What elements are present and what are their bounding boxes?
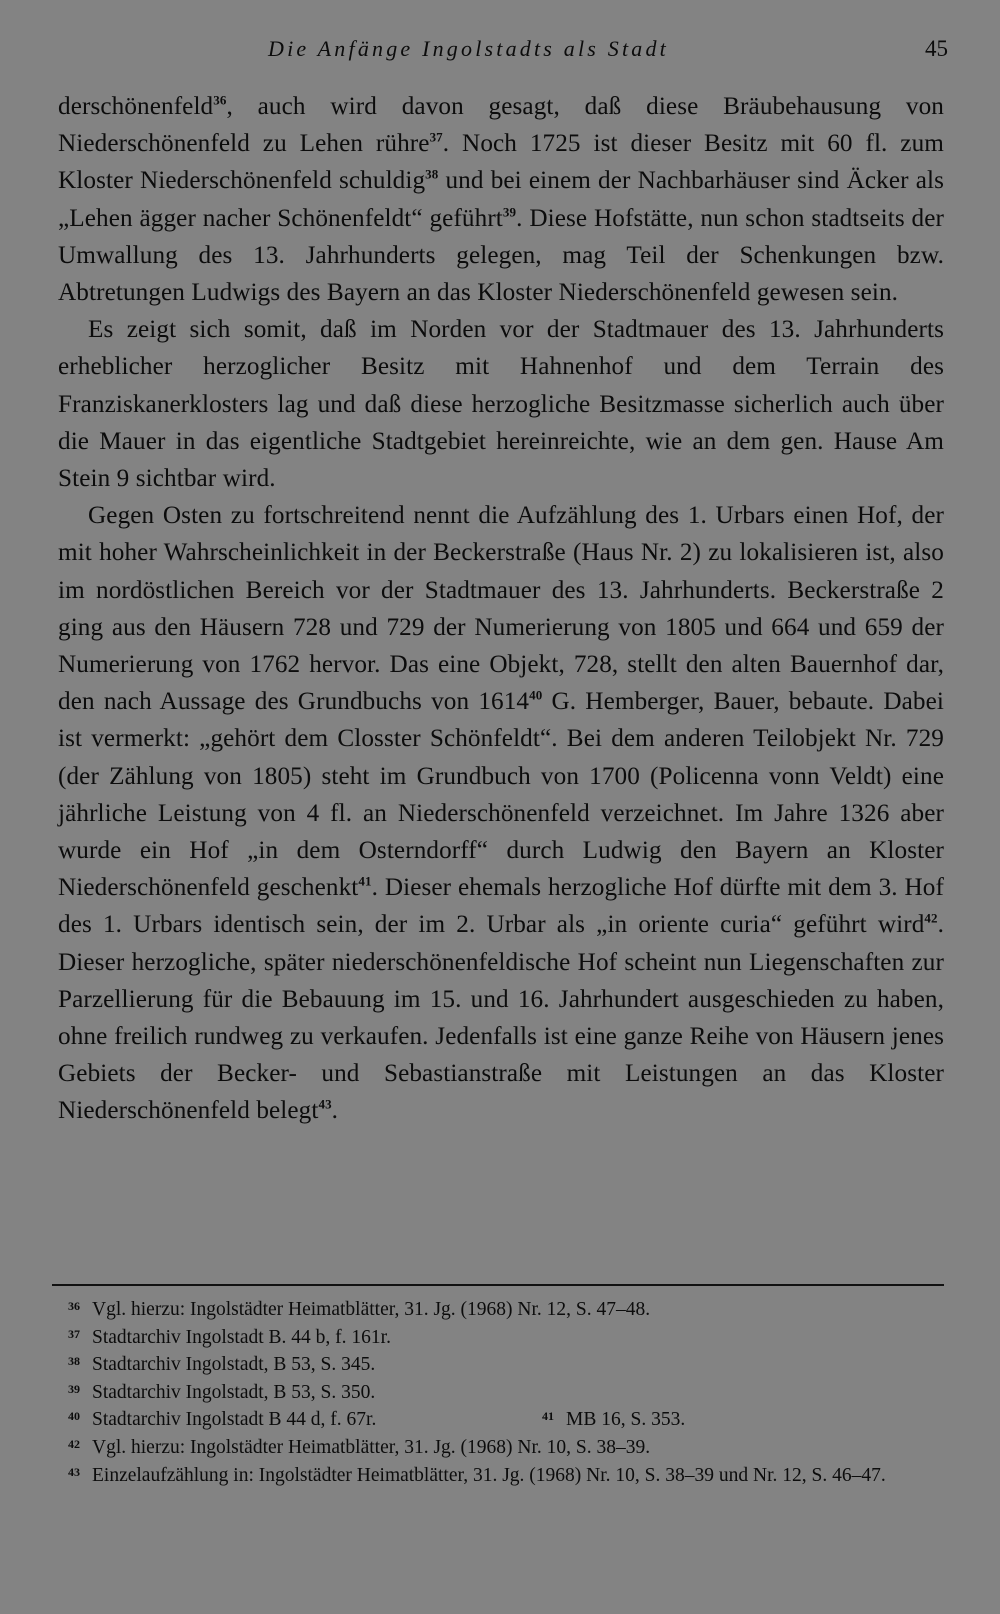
body-text (58, 88, 944, 1130)
footnote-number: 38 (68, 1354, 80, 1369)
footnote-40 (52, 1406, 526, 1434)
footnote-number: 42 (68, 1436, 80, 1451)
running-title: Die Anfänge Ingolstadts als Stadt (268, 36, 669, 61)
text-run: . (331, 1097, 339, 1125)
footnote-ref: 42 (924, 911, 938, 927)
footnote-text: Stadtarchiv Ingolstadt B 44 d, f. 67r. (92, 1409, 377, 1431)
text-run: . Dieser ehemals herzogliche Hof dürfte mit dem 3. Hof des 1. Urbars identisch sein, der im 2. Urbar als „in oriente curia“ geführt wird (58, 874, 944, 939)
footnote-text: MB 16, S. 353. (566, 1409, 686, 1431)
footnote-text: Vgl. hierzu: Ingolstädter Heimatblätter, 31. Jg. (1968) Nr. 12, S. 47–48. (92, 1299, 651, 1320)
footnote-36 (52, 1296, 944, 1324)
text-run: G. Hemberger, Bauer, bebaute. Dabei ist vermerkt: „gehört dem Closster Schönfeldt“. Bei dem anderen Teilobjekt Nr. 729 (der Zählung von 1805) steht im Grundbuch von 1700 (Policenna vonn Veldt) eine jährliche Leistung von 4 fl. an Niederschönenfeld verzeichnet. Im Jahre 1326 aber wurde ein Hof „in dem Osterndorff“ durch Ludwig den Bayern an Kloster Niederschönenfeld geschenkt (58, 688, 944, 902)
footnote-43 (52, 1462, 944, 1490)
footnote-ref: 40 (529, 687, 543, 703)
text-run: . Noch 1725 ist dieser Besitz mit 60 fl. zum Kloster Niederschönenfeld schuldig (58, 130, 944, 195)
footnote-number: 39 (68, 1381, 80, 1396)
footnote-42 (52, 1434, 944, 1462)
footnote-number: 40 (68, 1409, 80, 1424)
footnote-ref: 37 (429, 129, 443, 145)
footnote-text: Stadtarchiv Ingolstadt, B 53, S. 350. (92, 1381, 376, 1403)
page-header (58, 36, 948, 66)
text-run: . Dieser herzogliche, später niederschönenfeldische Hof scheint nun Liegenschaften zur Parzellierung für die Bebauung im 15. und 16. Jahrhundert ausgeschieden zu haben, ohne freilich rundweg zu verkaufen. Jedenfalls ist eine ganze Reihe von Häusern jenes Gebiets der Becker- und Sebastianstraße mit Leistungen an das Kloster Niederschönenfeld belegt (58, 911, 944, 1125)
footnote-ref: 38 (425, 167, 439, 183)
footnote-number: 43 (68, 1464, 80, 1479)
footnote-38 (52, 1351, 944, 1379)
footnote-text: Stadtarchiv Ingolstadt, B 53, S. 345. (92, 1354, 376, 1376)
footnote-divider (52, 1284, 944, 1286)
footnote-ref: 36 (213, 92, 227, 108)
footnote-ref: 39 (502, 204, 517, 220)
footnote-number: 37 (68, 1326, 80, 1341)
footnote-text: Einzelaufzählung in: Ingolstädter Heimatblätter, 31. Jg. (1968) Nr. 10, S. 38–39 und Nr. 12, S. 46–47. (92, 1464, 886, 1486)
footnote-number: 36 (68, 1299, 80, 1313)
text-run: Es zeigt sich somit, daß im Norden vor der Stadtmauer des 13. Jahrhunderts erheblicher herzoglicher Besitz mit Hahnenhof und dem Terrain des Franziskanerklosters lag und daß diese herzogliche Besitzmasse sicherlich auch über die Mauer in das eigentliche Stadtgebiet hereinreichte, wie an dem gen. Hause Am Stein 9 sichtbar wird. (58, 316, 944, 493)
footnote-ref: 41 (358, 873, 372, 889)
text-run: und bei einem der Nachbarhäuser sind Äcker als „Lehen ägger nacher Schönenfeldt“ geführt (58, 167, 945, 232)
footnote-41 (526, 1406, 685, 1434)
text-run: . Diese Hofstätte, nun schon stadtseits der Umwallung des 13. Jahrhunderts gelegen, mag Teil der Schenkungen bzw. Abtretungen Ludwigs des Bayern an das Kloster Niederschönenfeld gewesen sein. (58, 204, 945, 307)
paragraph (58, 311, 944, 497)
text-run: , auch wird davon gesagt, daß diese Bräubehausung von Niederschönenfeld zu Lehen rühre (58, 93, 944, 158)
paragraph (58, 497, 944, 1129)
footnote-text: Vgl. hierzu: Ingolstädter Heimatblätter, 31. Jg. (1968) Nr. 10, S. 38–39. (92, 1436, 651, 1458)
footnote-number: 41 (542, 1409, 554, 1424)
footnote-row (52, 1406, 944, 1434)
footnote-ref: 43 (318, 1097, 332, 1113)
footnote-text: Stadtarchiv Ingolstadt B. 44 b, f. 161r. (92, 1326, 391, 1348)
page-number: 45 (925, 36, 948, 61)
footnote-39 (52, 1379, 944, 1407)
footnote-37 (52, 1324, 944, 1352)
text-run: Gegen Osten zu fortschreitend nennt die Aufzählung des 1. Urbars einen Hof, der mit hoher Wahrscheinlichkeit in der Beckerstraße (Haus Nr. 2) zu lokalisieren ist, also im nordöstlichen Bereich vor der Stadtmauer des 13. Jahrhunderts. Beckerstraße 2 ging aus den Häusern 728 und 729 der Numerierung von 1805 und 664 und 659 der Numerierung von 1762 hervor. Das eine Objekt, 728, stellt den alten Bauernhof dar, den nach Aussage des Grundbuchs von 1614 (58, 502, 944, 716)
footnotes (52, 1296, 944, 1489)
text-run: derschönenfeld (58, 93, 214, 120)
paragraph (58, 88, 944, 311)
